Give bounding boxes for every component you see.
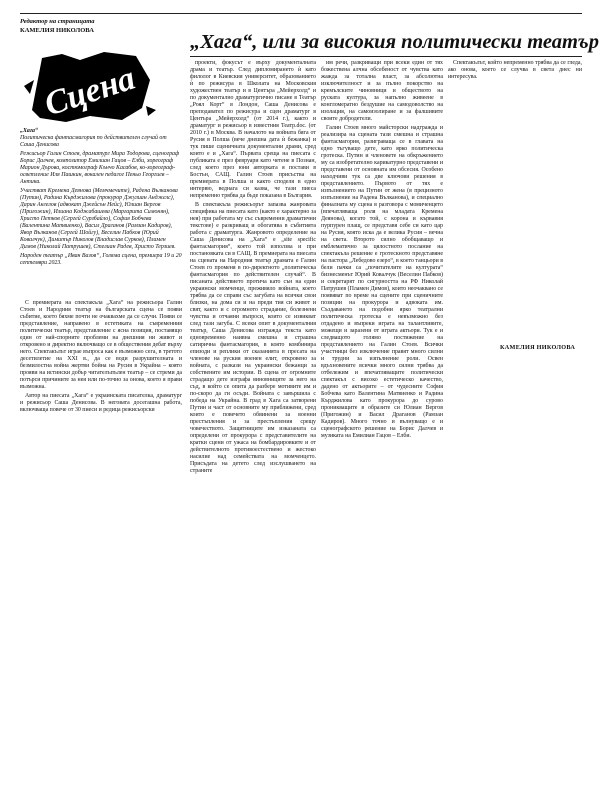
section-logo-graphic [24,46,156,126]
headline-rule [190,56,582,57]
article-paragraph: Спектакълът, който непременно трябва да се гледа, ако онова, което се случва в света днес ни интересува. [448,60,582,80]
article-column-4 [448,60,582,340]
venue-premiere: Народен театър „Иван Вазов“, Голяма сцена, премиера 19 и 20 септември 2023. [20,253,182,266]
top-rule [20,13,582,14]
ink-splash-fragment [146,106,156,116]
article-column-2 [190,60,316,640]
article-paragraph: Галин Стоев много майсторски надгражда и реализира на сцената тази смешна и страшна фантасмагория, разиграваща се в главата на едно тъгуващо дете, като ярко политическа гротеска. Путин и членовете на обкръжението му са изобретателно карикатурно представени и представени от основната им обсесия. Особено находчиви тук са две ключови решения в представлението. Първото от тях е изпълнението на Путин от жена (в прецизното изпълнение на Радена Вълканова), и специално финалната му сцена в разговора с момиченцето (впечатляваща роля на младата Кремена Деянова), когато той, с корона и кървавия пурпурен плащ, се представя себе си като цар на Русия, която иска да е велика Русия – вечна на света. Второто силно обобщаващо и емблематично за цялостното послание на спектакъла решение е гротескното представяне на пастора „Лебедово езеро“, в което танцьори в бели пачки са „почитателите на културата“ бизнесменът Юрий Ковалчук (Веселин Пабков) и секретарят по сигурността на РФ Николай Патрушев (Пламен Димов), които неочаквано се появяват по време на сцените при сценичните позиции на прокурора и адвоката им. Създаването на подобни ярко театрални политическа гротеска е невъзможно без отдадено и въпреки играта на талантливите, можещи и заразени от играта актьори. Тук е и следващото голямо постижение на представлението на Галин Стоев. Всички участници без изключение правят много силни и трудни за изпълнение роли. Освен вдъхновените всички много силни трябва да отбележим и впечатляващите политически спектакъл с високо естетическо качество, дадено от актьорите – от чудесните София Бобчева като Валентина Матвиенко и Радина Кърджилова като прокурора до сурово проникващите в образите си Юлиан Вергов (Пригожин) и Васил Драганов (Рамзан Кадиров). Много точно и вълнуващо е и сценографското решение на Борис Далчев и музиката на Емилиан Гацов – Елби. [321,125,443,439]
article-paragraph: им речи, разкриващи при всеки един от тях божествена алчна обсебеност от чувства като жажда за тотална власт, за абсолютна изключителност и за пълно покорство на кремълските чиновници и обществото на руската култура, за напълно живеене в конгломератно бездушие на самодоволство на изолация, на самоизолиране и за фалшивите своите добродетели. [321,60,443,122]
cast-list: Участват Кремена Деянова (Мемчмечите), Радена Вълканова (Путин), Радина Кърджилова (прокурор Джулиан Анджелс), Дарин Ангелов (адвокат Джейсън Нейс), Юлиан Вергов (Пригожин), Илиана Коджабашева (Маргарита Симонян), Христо Петков (Сергей Сурзбайло), София Бобчева (Валентина Матвиенко), Васил Драганов (Рамзан Кадиров), Явор Вълканов (Сергей Шойгу), Веселин Пабков (Юрий Ковалчук), Димитър Николов (Владислав Сурков), Пламен Димов (Николай Патрушев), Стелиан Радев, Христо Терзиев. [20,188,178,250]
section-logo [24,46,156,126]
author-signature: КАМЕЛИЯ НИКОЛОВА [500,344,576,351]
editor-label: Редактор на страницата [20,18,95,25]
credits-block [20,128,182,269]
creative-team: Режисьор Галин Стоев, драматург Мира Тодорова, сценограф Борис Далчев, композитор Емилиан Гацов – Елби, хореограф Марион Дърова, костюмограф Кънчо Касабов, ко-хореограф-осветление Иля Пашкин, вокален педагог Пеньо Георгиев – Антика. [20,151,180,185]
headline: „Хага“, или за високия политически театър [190,31,599,53]
article-column-3 [321,60,443,640]
editor-name: КАМЕЛИЯ НИКОЛОВА [20,27,94,34]
article-column-1 [20,300,182,413]
section-logo-word: Сцена [40,59,140,124]
ink-splash-fragment [24,80,34,94]
article-paragraph: С премиерата на спектакъла „Хага“ на режисьора Галин Стоев и Народния театър на българската сцена се появи събитие, което бяхме почти не очаквахме да се случи. Появи се представление, направено в естетиката на съвременния политически театър, представление с ясна позиция, поставящо един от най-спорните проблеми на днешния ни живот и откровено и директно включващо се в обществения дебат върху него. Спектакълът играе въпроса как е възможно сега, в третото десетилетие на XXI в., да се води разрушителната и безмилостна война жертви бойна на Русия в Украйна – която прояви на истински добър читателъпълен театър – се стреми да потърси причините за нея или по-точно за онова, което я прави възможна. [20,300,182,390]
play-title: „Хага“ [20,128,38,134]
article-paragraph: проекти, фокусът е върху документалната драма и театър. След дипломирането ѝ като филолог в Киевския университет, образованието ѝ по режисура в Школата на Московския художествен театър и в Центъра „Мейерхолд“ и по документално драматургично писане в Театър „Роял Корт“ в Лондон, Саша Денисова е преподавател по режисура и сцен драматург в Центъра „Мейерхолд“ (от 2014 г.), както и драматург и режисьор в известния Театр.doc. (от 2010 г.) в Москва. В началото на войната бяга от Русия в Полша (вече днешна дата ѝ бежанка) и тук пише сценичната документални драми, сред които е и „Хага“. Първата среща на пиесата с публиката е през февруари като четене в Познан, след което през юни авторката я постави в Бостън, САЩ. Галин Стоев присъства на премиерата в Полша и както споделя в едно интервю, веднага си казва, че тази пиеса непременно трябва да бъде показана в България. [190,60,316,199]
genre-line: Политическа фантасмагория по действителен случай от Саша Денисова [20,135,167,148]
article-paragraph: Автор на пиесата „Хага“ е украинската писателка, драматург и режисьор Саша Денисова. В неговата досегашна работа, включваща повече от 30 пиеси и редица режисьорски [20,393,182,413]
article-paragraph: В спектакъла режисьорът запазва жанровата специфика на пиесата като (както е характерно за нея) при работата му със съвременни драматични текстове) е разкриващ и обогатява в събитията работа с драматурга. Жанровото определение на Саша Денисова на „Хага“ е „site specific фантасмагория“, което той използва и при постановката си в САЩ. В премиерата на пиесата на сцената на Народния театър драмата е Галин Стоев го променя в по-директното „политическа фантасмагория по действителен случай“. В писаната действието протича като сън на един украински момченце, преживяло войната, което трябва да се справи със загубата на всички свои близки, на дома си и на преди тия си живот и свят, както и с огромното страдание, болезнени чувства и отчаяни въпроси, които се извикват след тази загуба. С всеки опит в документалния театър, Саша Денисова изгражда текста като едновременно наивна смешна и страшна сатирична фантасмагория, в която комбинира епизоди и реплики от сказанията в пресата на членове на руския военен елит, откровено за войната, с разкази на украински бежанци за собствените им истории. В сцена от огромните страдащо дете изграфа виновниците за него на съд, в който се опита да разбере мотивите им и по-скоро да ги осъди. Войната с завършила с победа на Украйна. В град в Хага са затворени Путин и част от основните му приближени, сред които е повечето обвинени за военни престъпления и за престъпления срещу човечеството. Защитниците им изказаната са определени от прокурора с представителите на кратки сцени от ужаса на бомбардировките и от действителното противоестествено и жестоко насилие над семействата на момченцето. Присъдата на детето след изслушването на страните [190,202,316,474]
